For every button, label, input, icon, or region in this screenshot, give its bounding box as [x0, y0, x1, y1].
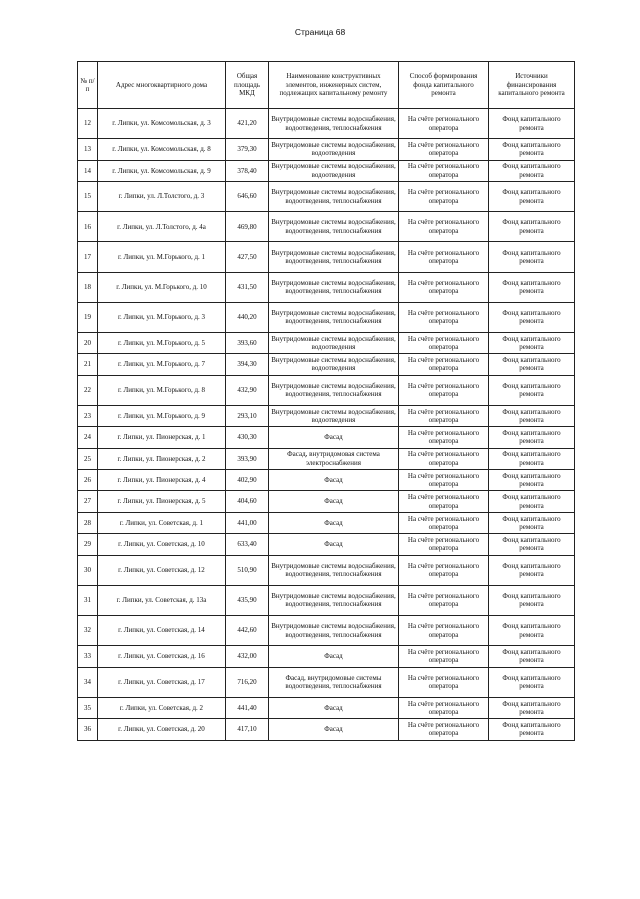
cell-area: 431,50	[226, 272, 269, 302]
cell-method: На счёте регионального оператора	[399, 512, 489, 533]
repair-program-table	[77, 61, 575, 741]
cell-num: 33	[78, 646, 98, 667]
cell-area: 440,20	[226, 302, 269, 332]
cell-area: 393,60	[226, 332, 269, 353]
cell-num: 27	[78, 491, 98, 512]
cell-method: На счёте регионального оператора	[399, 667, 489, 697]
cell-source: Фонд капитального ремонта	[489, 181, 575, 211]
table-row	[78, 470, 575, 491]
cell-source: Фонд капитального ремонта	[489, 585, 575, 615]
table-row	[78, 302, 575, 332]
cell-method: На счёте регионального оператора	[399, 181, 489, 211]
table-row	[78, 491, 575, 512]
cell-method: На счёте регионального оператора	[399, 242, 489, 272]
cell-method: На счёте регионального оператора	[399, 615, 489, 645]
cell-elements: Фасад	[269, 719, 399, 740]
cell-method: На счёте регионального оператора	[399, 354, 489, 375]
table-header-row	[78, 62, 575, 109]
table-row	[78, 181, 575, 211]
cell-method: На счёте регионального оператора	[399, 697, 489, 718]
cell-elements: Внутридомовые системы водоснабжения, водоотведения, теплоснабжения	[269, 212, 399, 242]
cell-address: г. Липки, ул. Комсомольская, д. 3	[98, 109, 226, 139]
col-header-num: № п/п	[78, 62, 98, 109]
cell-address: г. Липки, ул. М.Горького, д. 10	[98, 272, 226, 302]
cell-num: 17	[78, 242, 98, 272]
cell-source: Фонд капитального ремонта	[489, 354, 575, 375]
cell-num: 20	[78, 332, 98, 353]
col-header-address: Адрес многоквартирного дома	[98, 62, 226, 109]
cell-num: 19	[78, 302, 98, 332]
cell-method: На счёте регионального оператора	[399, 555, 489, 585]
cell-area: 441,00	[226, 512, 269, 533]
cell-num: 32	[78, 615, 98, 645]
cell-source: Фонд капитального ремонта	[489, 242, 575, 272]
cell-method: На счёте регионального оператора	[399, 332, 489, 353]
cell-method: На счёте регионального оператора	[399, 470, 489, 491]
cell-method: На счёте регионального оператора	[399, 427, 489, 448]
cell-source: Фонд капитального ремонта	[489, 470, 575, 491]
cell-address: г. Липки, ул. Пионерская, д. 1	[98, 427, 226, 448]
table-row	[78, 646, 575, 667]
table-row	[78, 405, 575, 426]
cell-address: г. Липки, ул. Советская, д. 20	[98, 719, 226, 740]
cell-source: Фонд капитального ремонта	[489, 448, 575, 469]
cell-address: г. Липки, ул. Комсомольская, д. 9	[98, 160, 226, 181]
cell-num: 24	[78, 427, 98, 448]
table-row	[78, 719, 575, 740]
cell-method: На счёте регионального оператора	[399, 719, 489, 740]
cell-source: Фонд капитального ремонта	[489, 719, 575, 740]
cell-address: г. Липки, ул. Л.Толстого, д. 3	[98, 181, 226, 211]
cell-address: г. Липки, ул. Пионерская, д. 5	[98, 491, 226, 512]
cell-address: г. Липки, ул. Советская, д. 14	[98, 615, 226, 645]
table-row	[78, 448, 575, 469]
cell-method: На счёте регионального оператора	[399, 375, 489, 405]
cell-elements: Фасад	[269, 534, 399, 555]
cell-source: Фонд капитального ремонта	[489, 302, 575, 332]
cell-num: 30	[78, 555, 98, 585]
cell-area: 441,40	[226, 697, 269, 718]
cell-num: 25	[78, 448, 98, 469]
cell-address: г. Липки, ул. Пионерская, д. 2	[98, 448, 226, 469]
cell-num: 35	[78, 697, 98, 718]
cell-num: 36	[78, 719, 98, 740]
table-row	[78, 555, 575, 585]
cell-source: Фонд капитального ремонта	[489, 109, 575, 139]
cell-num: 21	[78, 354, 98, 375]
cell-address: г. Липки, ул. М.Горького, д. 8	[98, 375, 226, 405]
cell-address: г. Липки, ул. М.Горького, д. 3	[98, 302, 226, 332]
cell-address: г. Липки, ул. М.Горького, д. 1	[98, 242, 226, 272]
cell-method: На счёте регионального оператора	[399, 448, 489, 469]
cell-area: 393,90	[226, 448, 269, 469]
cell-source: Фонд капитального ремонта	[489, 212, 575, 242]
table-row	[78, 427, 575, 448]
cell-source: Фонд капитального ремонта	[489, 405, 575, 426]
table-row	[78, 697, 575, 718]
cell-source: Фонд капитального ремонта	[489, 697, 575, 718]
cell-area: 716,20	[226, 667, 269, 697]
cell-elements: Фасад	[269, 646, 399, 667]
page-header: Страница 68	[294, 27, 346, 37]
table-row	[78, 667, 575, 697]
cell-elements: Фасад	[269, 427, 399, 448]
cell-source: Фонд капитального ремонта	[489, 139, 575, 160]
cell-elements: Внутридомовые системы водоснабжения, водоотведения	[269, 332, 399, 353]
cell-elements: Фасад	[269, 470, 399, 491]
cell-elements: Внутридомовые системы водоснабжения, водоотведения, теплоснабжения	[269, 272, 399, 302]
cell-source: Фонд капитального ремонта	[489, 615, 575, 645]
cell-method: На счёте регионального оператора	[399, 272, 489, 302]
col-header-elements: Наименование конструктивных элементов, инженерных систем, подлежащих капитальному ремонту	[269, 62, 399, 109]
table-row	[78, 272, 575, 302]
cell-elements: Фасад	[269, 491, 399, 512]
cell-area: 379,30	[226, 139, 269, 160]
cell-address: г. Липки, ул. Пионерская, д. 4	[98, 470, 226, 491]
cell-num: 34	[78, 667, 98, 697]
cell-area: 510,90	[226, 555, 269, 585]
cell-num: 18	[78, 272, 98, 302]
col-header-method: Способ формирования фонда капитального ремонта	[399, 62, 489, 109]
cell-num: 29	[78, 534, 98, 555]
cell-area: 432,00	[226, 646, 269, 667]
table-row	[78, 242, 575, 272]
table-row	[78, 615, 575, 645]
cell-area: 417,10	[226, 719, 269, 740]
cell-area: 293,10	[226, 405, 269, 426]
cell-address: г. Липки, ул. Советская, д. 1	[98, 512, 226, 533]
cell-elements: Внутридомовые системы водоснабжения, водоотведения	[269, 354, 399, 375]
cell-num: 12	[78, 109, 98, 139]
cell-address: г. Липки, ул. Советская, д. 10	[98, 534, 226, 555]
table-row	[78, 109, 575, 139]
cell-area: 469,80	[226, 212, 269, 242]
cell-source: Фонд капитального ремонта	[489, 667, 575, 697]
cell-elements: Внутридомовые системы водоснабжения, водоотведения, теплоснабжения	[269, 242, 399, 272]
cell-elements: Внутридомовые системы водоснабжения, водоотведения, теплоснабжения	[269, 109, 399, 139]
cell-source: Фонд капитального ремонта	[489, 646, 575, 667]
cell-address: г. Липки, ул. М.Горького, д. 5	[98, 332, 226, 353]
cell-elements: Внутридомовые системы водоснабжения, водоотведения, теплоснабжения	[269, 181, 399, 211]
cell-num: 22	[78, 375, 98, 405]
cell-method: На счёте регионального оператора	[399, 109, 489, 139]
cell-source: Фонд капитального ремонта	[489, 491, 575, 512]
cell-address: г. Липки, ул. Комсомольская, д. 8	[98, 139, 226, 160]
cell-elements: Внутридомовые системы водоснабжения, водоотведения	[269, 160, 399, 181]
cell-method: На счёте регионального оператора	[399, 212, 489, 242]
cell-source: Фонд капитального ремонта	[489, 555, 575, 585]
cell-address: г. Липки, ул. Советская, д. 13а	[98, 585, 226, 615]
cell-num: 16	[78, 212, 98, 242]
cell-method: На счёте регионального оператора	[399, 139, 489, 160]
cell-num: 13	[78, 139, 98, 160]
cell-num: 26	[78, 470, 98, 491]
cell-address: г. Липки, ул. Советская, д. 12	[98, 555, 226, 585]
cell-area: 430,30	[226, 427, 269, 448]
cell-num: 23	[78, 405, 98, 426]
cell-elements: Внутридомовые системы водоснабжения, водоотведения, теплоснабжения	[269, 585, 399, 615]
table-row	[78, 160, 575, 181]
cell-area: 432,90	[226, 375, 269, 405]
cell-source: Фонд капитального ремонта	[489, 375, 575, 405]
table-row	[78, 354, 575, 375]
cell-elements: Внутридомовые системы водоснабжения, водоотведения	[269, 405, 399, 426]
cell-method: На счёте регионального оператора	[399, 160, 489, 181]
cell-elements: Внутридомовые системы водоснабжения, водоотведения, теплоснабжения	[269, 302, 399, 332]
cell-elements: Фасад	[269, 512, 399, 533]
cell-area: 402,90	[226, 470, 269, 491]
cell-num: 28	[78, 512, 98, 533]
table-row	[78, 375, 575, 405]
cell-address: г. Липки, ул. М.Горького, д. 9	[98, 405, 226, 426]
cell-elements: Фасад, внутридомовые системы водоотведения, теплоснабжения	[269, 667, 399, 697]
cell-method: На счёте регионального оператора	[399, 491, 489, 512]
cell-elements: Фасад, внутридомовая система электроснабжения	[269, 448, 399, 469]
table-row	[78, 139, 575, 160]
cell-method: На счёте регионального оператора	[399, 302, 489, 332]
table-row	[78, 512, 575, 533]
cell-area: 435,90	[226, 585, 269, 615]
cell-method: На счёте регионального оператора	[399, 646, 489, 667]
cell-area: 646,60	[226, 181, 269, 211]
cell-address: г. Липки, ул. Советская, д. 17	[98, 667, 226, 697]
cell-address: г. Липки, ул. Советская, д. 2	[98, 697, 226, 718]
table-row	[78, 212, 575, 242]
table-row	[78, 332, 575, 353]
cell-source: Фонд капитального ремонта	[489, 512, 575, 533]
cell-source: Фонд капитального ремонта	[489, 534, 575, 555]
cell-area: 394,30	[226, 354, 269, 375]
cell-num: 15	[78, 181, 98, 211]
cell-address: г. Липки, ул. М.Горького, д. 7	[98, 354, 226, 375]
cell-method: На счёте регионального оператора	[399, 405, 489, 426]
cell-elements: Внутридомовые системы водоснабжения, водоотведения, теплоснабжения	[269, 615, 399, 645]
cell-elements: Внутридомовые системы водоснабжения, водоотведения	[269, 139, 399, 160]
cell-area: 633,40	[226, 534, 269, 555]
cell-area: 404,60	[226, 491, 269, 512]
col-header-source: Источники финансирования капитального ремонта	[489, 62, 575, 109]
cell-area: 442,60	[226, 615, 269, 645]
cell-method: На счёте регионального оператора	[399, 585, 489, 615]
cell-address: г. Липки, ул. Л.Толстого, д. 4а	[98, 212, 226, 242]
cell-source: Фонд капитального ремонта	[489, 272, 575, 302]
col-header-area: Общая площадь МКД	[226, 62, 269, 109]
cell-method: На счёте регионального оператора	[399, 534, 489, 555]
table-row	[78, 585, 575, 615]
cell-elements: Внутридомовые системы водоснабжения, водоотведения, теплоснабжения	[269, 555, 399, 585]
cell-area: 378,40	[226, 160, 269, 181]
cell-source: Фонд капитального ремонта	[489, 160, 575, 181]
cell-area: 427,50	[226, 242, 269, 272]
cell-num: 31	[78, 585, 98, 615]
cell-area: 421,20	[226, 109, 269, 139]
cell-elements: Внутридомовые системы водоснабжения, водоотведения, теплоснабжения	[269, 375, 399, 405]
cell-elements: Фасад	[269, 697, 399, 718]
cell-source: Фонд капитального ремонта	[489, 427, 575, 448]
cell-address: г. Липки, ул. Советская, д. 16	[98, 646, 226, 667]
table-row	[78, 534, 575, 555]
cell-num: 14	[78, 160, 98, 181]
cell-source: Фонд капитального ремонта	[489, 332, 575, 353]
